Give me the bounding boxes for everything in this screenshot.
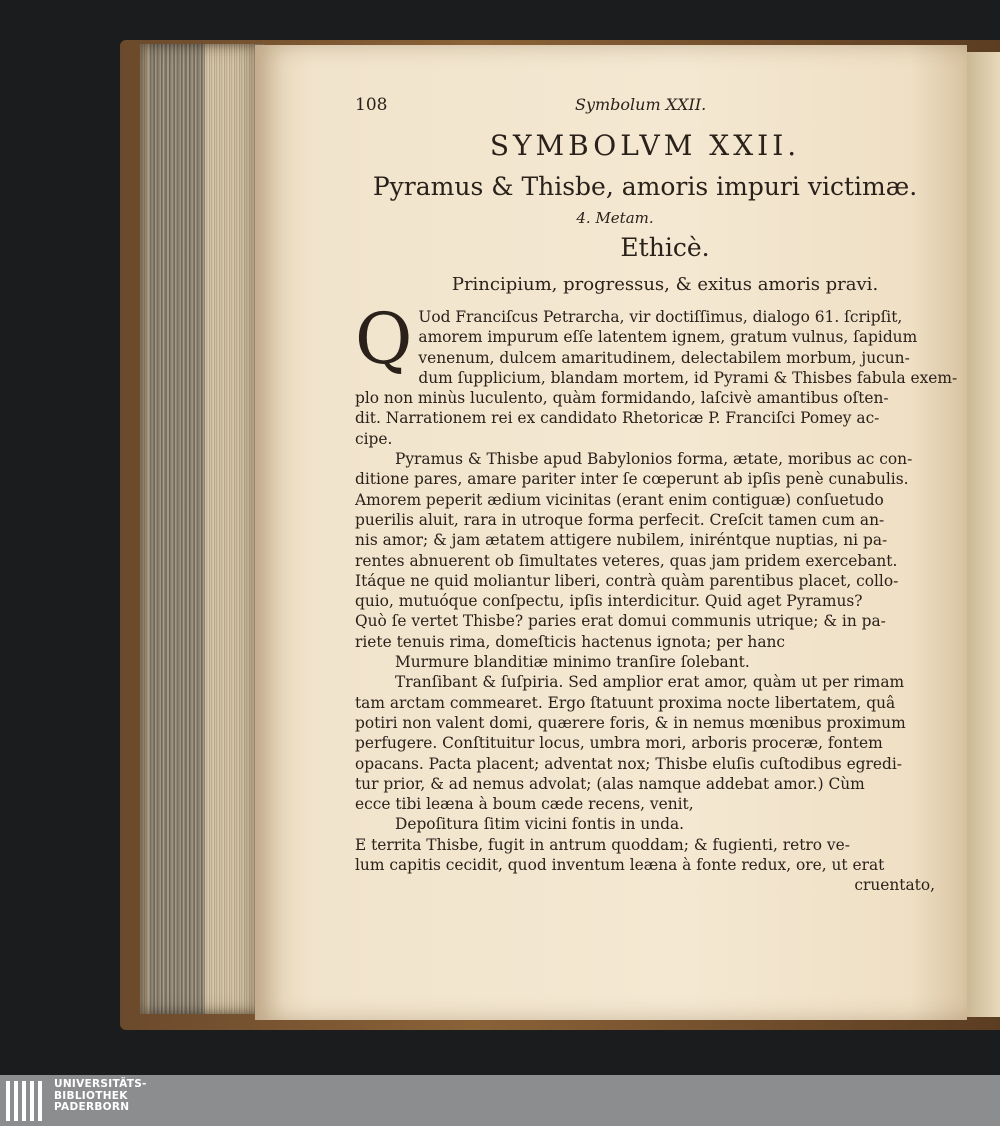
text-line: Pyramus & Thisbe apud Babylonios forma, ætate, moribus ac con- — [395, 450, 913, 469]
text-line: perfugere. Conſtituitur locus, umbra mori, arboris proceræ, fontem — [355, 734, 883, 753]
catchword: cruentato, — [854, 876, 935, 895]
chapter-subtitle: Pyramus & Thisbe, amoris impuri victimæ. — [372, 172, 918, 201]
text-line: amorem impurum eſſe latentem ignem, gratum vulnus, ſapidum — [418, 328, 918, 347]
text-line: puerilis aluit, rara in utroque forma perfecit. Creſcit tamen cum an- — [355, 510, 885, 529]
text-line: rentes abnuerent ob ſimultates veteres, quas jam pridem exercebant. — [355, 551, 898, 570]
source-reference: 4. Metam. — [576, 209, 654, 227]
text-line: Amorem peperit ædium vicinitas (erant enim contiguæ) conſuetudo — [355, 490, 884, 509]
text-line: dum ſupplicium, blandam mortem, id Pyrami & Thisbes fabula exem- — [418, 368, 958, 387]
verse-line: Depoſitura ſitim vicini fontis in unda. — [395, 815, 685, 834]
text-line: Itáque ne quid moliantur liberi, contrà quàm parentibus placet, collo- — [355, 571, 899, 590]
text-line: quio, mutuóque conſpectu, ipſis interdicitur. Quid aget Pyramus? — [355, 592, 863, 611]
verse-line: Murmure blanditiæ minimo tranſire ſolebant. — [395, 653, 750, 672]
text-line: opacans. Pacta placent; adventat nox; Thisbe eluſis cuſtodibus egredi- — [355, 754, 902, 773]
text-line: cipe. — [355, 429, 393, 448]
text-line: ecce tibi leæna à boum cæde recens, venit, — [355, 795, 694, 814]
running-head — [355, 95, 935, 121]
text-line: dit. Narrationem rei ex candidato Rhetoricæ P. Franciſci Pomey ac- — [355, 409, 880, 428]
page-content — [355, 95, 958, 896]
text-line: tam arctam commearet. Ergo ſtatuunt proxima nocte libertatem, quâ — [355, 693, 896, 712]
text-line: lum capitis cecidit, quod inventum leæna à fonte redux, ore, ut erat — [355, 856, 885, 875]
section-heading: Ethicè. — [620, 233, 710, 262]
chapter-heading: SYMBOLVM XXII. — [489, 129, 801, 162]
page-number: 108 — [355, 95, 388, 115]
text-line: Tranſibant & ſuſpiria. Sed amplior erat amor, quàm ut per rimam — [395, 673, 905, 692]
text-line: nis amor; & jam ætatem attigere nubilem, iniréntque nuptias, ni pa- — [355, 531, 888, 550]
facing-page-edge — [967, 52, 1000, 1017]
text-line: E territa Thisbe, fugit in antrum quoddam; & fugienti, retro ve- — [355, 835, 850, 854]
text-line: tur prior, & ad nemus advolat; (alas namque addebat amor.) Cùm — [355, 774, 865, 793]
text-line: plo non minùs luculento, quàm formidando, laſcivè amantibus oſten- — [355, 389, 889, 408]
running-title: Symbolum XXII. — [575, 95, 707, 114]
text-line: Quò ſe vertet Thisbe? paries erat domui communis utrique; & in pa- — [355, 612, 886, 631]
body-text — [355, 298, 958, 896]
text-line: potiri non valent domi, quærere foris, & in nemus mœnibus proximum — [355, 713, 906, 732]
section-subtitle: Principium, progressus, & exitus amoris pravi. — [451, 274, 879, 295]
text-line: ditione pares, amare pariter inter ſe cœperunt ab ipſis penè cunabulis. — [355, 470, 909, 489]
library-name: UNIVERSITÄTS- BIBLIOTHEK PADERBORN — [54, 1078, 147, 1113]
library-logo-icon — [6, 1081, 46, 1121]
text-line: Uod Franciſcus Petrarcha, vir doctiſſimus, dialogo 61. ſcripſit, — [418, 308, 903, 326]
text-line: riete tenuis rima, domeſticis hactenus ignota; per hanc — [355, 632, 786, 651]
footer-bar — [0, 1075, 1000, 1126]
page-edges — [140, 44, 265, 1014]
drop-cap: Q — [355, 298, 413, 380]
text-line: venenum, dulcem amaritudinem, delectabilem morbum, jucun- — [418, 348, 910, 367]
